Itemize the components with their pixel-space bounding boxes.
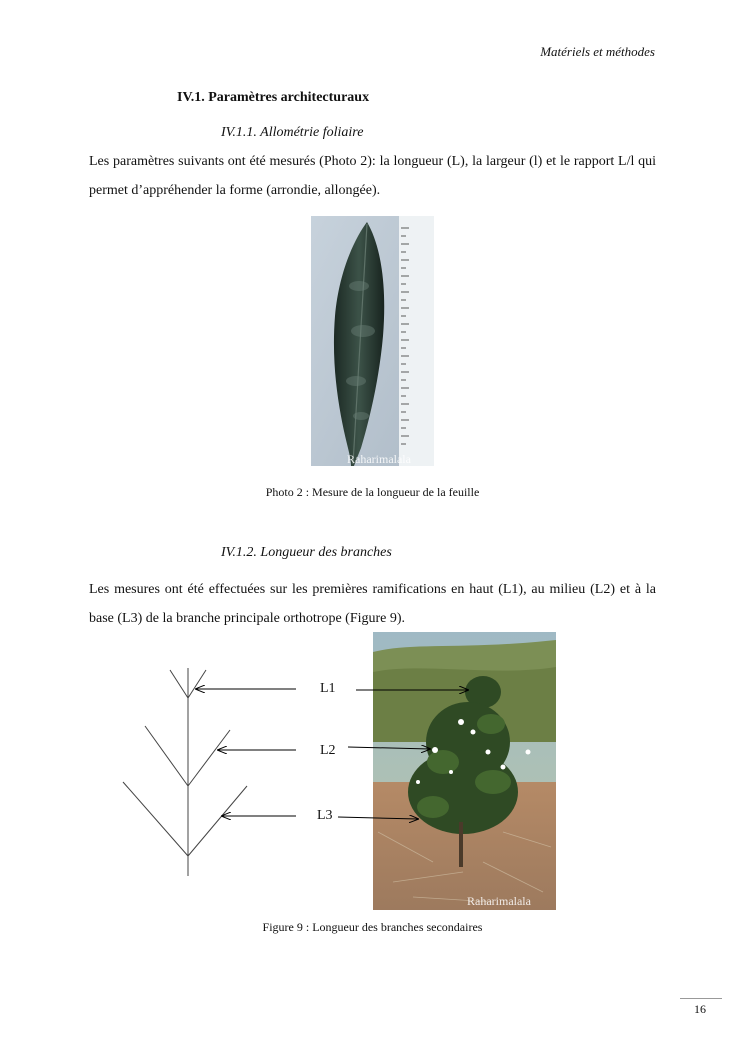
arrow-l2-photo: [348, 747, 430, 749]
label-l1: L1: [320, 681, 336, 696]
arrow-l3-photo: [338, 817, 418, 819]
photo-2-caption: Photo 2 : Mesure de la longueur de la feuille: [265, 485, 480, 499]
leaf-photo: [311, 216, 434, 466]
running-header: Matériels et méthodes: [540, 44, 655, 59]
paragraph-longueur: Les mesures ont été effectuées sur les premières ramifications en haut (L1), au milieu (L2) et à la base (L3) de la branche principale orthotrope (Figure 9).: [89, 582, 656, 626]
section-title: IV.1. Paramètres architecturaux: [177, 90, 370, 105]
footer-rule: [680, 998, 722, 999]
label-l2: L2: [320, 743, 336, 758]
subsection-title-longueur: IV.1.2. Longueur des branches: [221, 545, 392, 560]
leaf-photo-image: [311, 216, 434, 466]
leaf-photo-watermark: Raharimalala: [347, 452, 411, 466]
branch-tree-drawing: [123, 668, 247, 876]
paragraph-allometrie: Les paramètres suivants ont été mesurés (Photo 2): la longueur (L), la largeur (l) et le rapport L/l qui permet d’appréhender la forme (arrondie, allongée).: [89, 154, 656, 198]
coffee-photo-watermark: Raharimalala: [467, 894, 531, 908]
photo-arrows: [330, 670, 470, 840]
figure-9-caption: Figure 9 : Longueur des branches secondaires: [262, 920, 483, 934]
subsection-title-allometrie: IV.1.1. Allométrie foliaire: [221, 125, 364, 140]
label-l3: L3: [317, 808, 333, 823]
page-number: 16: [694, 1002, 706, 1016]
